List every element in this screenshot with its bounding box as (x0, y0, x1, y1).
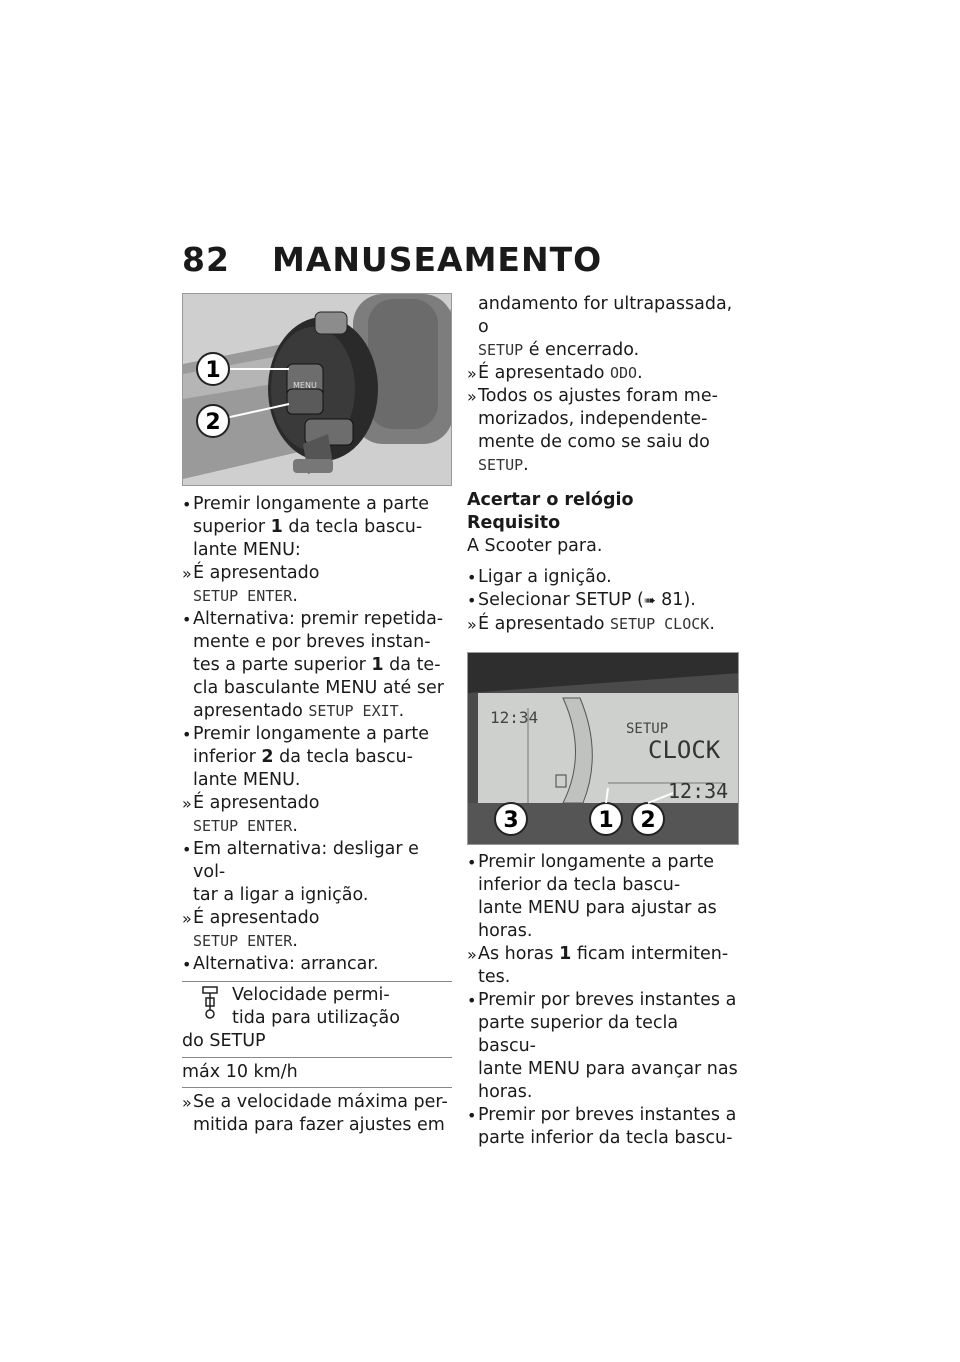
bullet-icon: • (182, 840, 192, 859)
display-code: SETUP ENTER (193, 817, 293, 835)
result-icon: » (467, 615, 477, 634)
list-item: • Alternativa: arrancar. (182, 954, 379, 974)
arrow-right-icon: ➠ (643, 593, 656, 609)
result-icon: » (182, 1093, 192, 1112)
list-item: » É apresentado SETUP ENTER. (182, 563, 320, 606)
list-item: • Premir por breves instantes a parte superior da tecla bascu- lante MENU para avançar nas horas. (467, 990, 738, 1102)
display-code: SETUP (478, 456, 524, 474)
requirement-text: A Scooter para. (467, 536, 603, 556)
list-item: • Selecionar SETUP (➠ 81). (467, 590, 696, 610)
result-icon: » (467, 364, 477, 383)
clock-text: CLOCK (648, 736, 721, 764)
callout-2: 2 (640, 808, 656, 833)
list-item: • Premir longamente a parte superior 1 da tecla bascu- lante MENU: (182, 494, 430, 560)
result-icon: » (467, 387, 477, 406)
bullet-icon: • (467, 568, 477, 587)
list-item: • Ligar a ignição. (467, 567, 612, 587)
page-title: MANUSEAMENTO (271, 240, 603, 279)
list-item: » Se a velocidade máxima per- mitida para fazer ajustes em (182, 1092, 448, 1135)
list-item: • Premir longamente a parte inferior da tecla bascu- lante MENU para ajustar as horas. (467, 852, 717, 941)
bullet-icon: • (467, 991, 477, 1010)
list-item: • Premir por breves instantes a parte inferior da tecla bascu- (467, 1105, 737, 1148)
speed-limit-table (182, 981, 452, 1088)
bullet-icon: • (467, 591, 477, 610)
list-item: » É apresentado ODO. (467, 363, 643, 383)
display-code: ODO (609, 364, 638, 382)
display-code: SETUP ENTER (193, 932, 293, 950)
time-text: 12:34 (668, 779, 729, 803)
display-code: SETUP EXIT (308, 702, 399, 720)
gauge-icon (200, 986, 220, 1027)
list-item: • Em alternativa: desligar e vol- tar a ligar a ignição. (182, 839, 419, 905)
page-number: 82 (182, 240, 230, 279)
display-code: SETUP CLOCK (609, 615, 710, 633)
left-column (182, 293, 452, 1137)
result-icon: » (182, 794, 192, 813)
result-icon: » (182, 564, 192, 583)
callout-1: 1 (205, 358, 221, 383)
dashboard-illustration (468, 653, 739, 845)
small-digits: 12:34 (490, 708, 539, 727)
callout-1: 1 (598, 808, 614, 833)
requirement-heading: Requisito (467, 513, 561, 533)
setup-text: SETUP (626, 721, 669, 737)
callout-3: 3 (503, 808, 519, 833)
dashboard-display-figure (467, 652, 739, 845)
list-item: • Premir longamente a parte inferior 2 da tecla bascu- lante MENU. (182, 724, 430, 790)
menu-label: MENU (293, 381, 317, 390)
bullet-icon: • (182, 495, 192, 514)
display-code: SETUP ENTER (193, 587, 293, 605)
bullet-icon: • (467, 853, 477, 872)
continued-text: andamento for ultrapassada, o SETUP é encerrado. (478, 294, 733, 360)
list-item: » As horas 1 ficam intermiten- tes. (467, 944, 729, 987)
list-item: » É apresentado SETUP CLOCK. (467, 614, 715, 634)
bullet-icon: • (182, 725, 192, 744)
right-column (467, 293, 739, 1150)
result-icon: » (182, 909, 192, 928)
handlebar-switch-figure (182, 293, 452, 486)
list-item: » É apresentado SETUP ENTER. (182, 793, 320, 836)
table-value: máx 10 km/h (182, 1062, 298, 1082)
handlebar-switch-illustration (183, 294, 452, 486)
bullet-icon: • (467, 1106, 477, 1125)
bullet-icon: • (182, 610, 192, 629)
display-code: SETUP (478, 341, 524, 359)
bullet-icon: • (182, 955, 192, 974)
table-header: Velocidade permi- tida para utilização do SETUP (182, 982, 452, 1058)
page-header (182, 240, 602, 279)
list-item: » É apresentado SETUP ENTER. (182, 908, 320, 951)
result-icon: » (467, 945, 477, 964)
list-item: » Todos os ajustes foram me- morizados, independente- mente de como se saiu do SETUP. (467, 386, 718, 475)
list-item: • Alternativa: premir repetida- mente e por breves instan- tes a parte superior 1 da te- cla basculante MENU até ser apresentado SETUP EXIT. (182, 609, 444, 721)
section-heading: Acertar o relógio (467, 490, 634, 510)
callout-2: 2 (205, 410, 221, 435)
